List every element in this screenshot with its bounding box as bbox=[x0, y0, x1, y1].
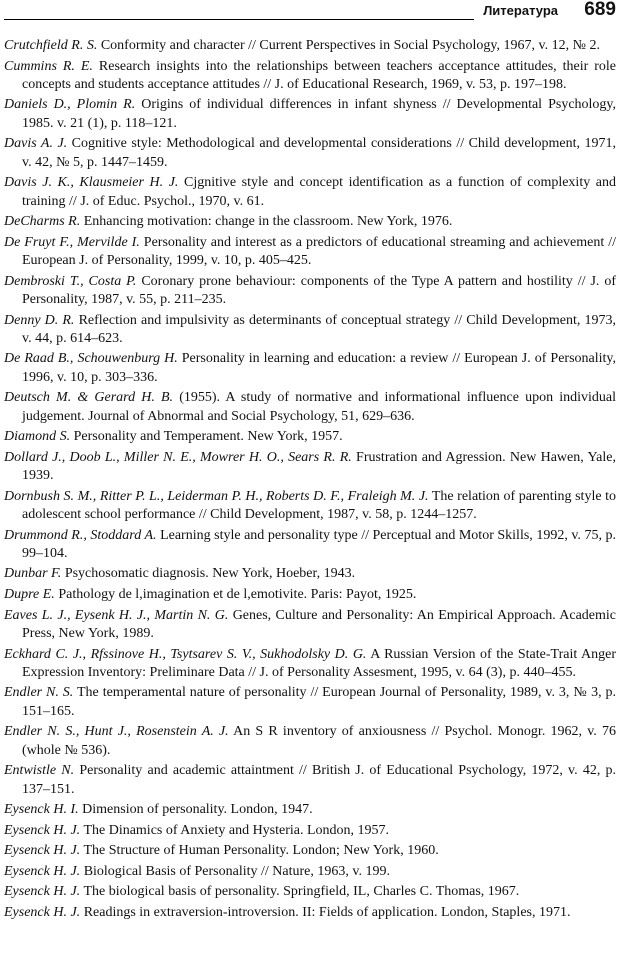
section-title: Литература bbox=[483, 3, 558, 18]
reference-text: Pathology de l,imagination et de l,emotivite. Paris: Payot, 1925. bbox=[58, 587, 417, 603]
reference-text: Reflection and impulsivity as determinants of conceptual strategy // Child Development, 1973, v. 44, p. 614–623. bbox=[22, 312, 617, 346]
reference-authors: Deutsch M. & Gerard H. B. bbox=[4, 390, 174, 406]
reference-authors: Eysenck H. J. bbox=[4, 884, 81, 900]
reference-authors: Eysenck H. J. bbox=[4, 905, 81, 921]
reference-entry bbox=[4, 389, 616, 426]
reference-authors: Eaves L. J., Eysenk H. J., Martin N. G. bbox=[4, 607, 229, 623]
reference-authors: Dollard J., Doob L., Miller N. E., Mowrer H. O., Sears R. R. bbox=[4, 449, 352, 465]
reference-text: An S R inventory of anxiousness // Psychol. Monogr. 1962, v. 76 (whole № 536). bbox=[22, 724, 616, 758]
reference-text: The temperamental nature of personality // European Journal of Personality, 1989, v. 3, № 3, p. 151–165. bbox=[22, 685, 617, 719]
reference-authors: Endler N. S., Hunt J., Rosenstein A. J. bbox=[4, 724, 229, 740]
reference-entry bbox=[4, 488, 616, 525]
reference-entry bbox=[4, 842, 616, 860]
reference-entry bbox=[4, 234, 616, 271]
reference-entry bbox=[4, 350, 616, 387]
reference-entry bbox=[4, 863, 616, 881]
reference-authors: DeCharms R. bbox=[4, 214, 81, 230]
reference-text: The Structure of Human Personality. London; New York, 1960. bbox=[83, 843, 439, 859]
reference-authors: Cummins R. E. bbox=[4, 58, 93, 74]
reference-authors: Dornbush S. M., Ritter P. L., Leiderman P. H., Roberts D. F., Fraleigh M. J. bbox=[4, 488, 429, 504]
header-rule bbox=[4, 19, 474, 20]
reference-authors: Davis J. K., Klausmeier H. J. bbox=[4, 175, 179, 191]
reference-entry bbox=[4, 684, 616, 721]
reference-authors: Endler N. S. bbox=[4, 685, 74, 701]
reference-authors: Drummond R., Stoddard A. bbox=[4, 527, 157, 543]
reference-entry bbox=[4, 586, 616, 604]
page-number: 689 bbox=[584, 0, 616, 20]
reference-entry bbox=[4, 646, 616, 683]
reference-authors: Diamond S. bbox=[4, 429, 71, 445]
reference-text: Enhancing motivation: change in the classroom. New York, 1976. bbox=[83, 214, 453, 230]
reference-entry bbox=[4, 762, 616, 799]
reference-authors: Eysenck H. J. bbox=[4, 843, 81, 859]
reference-authors: Eysenck H. J. bbox=[4, 822, 81, 838]
reference-authors: Davis A. J. bbox=[4, 136, 68, 152]
reference-entry bbox=[4, 801, 616, 819]
reference-entry bbox=[4, 428, 616, 446]
reference-entry bbox=[4, 96, 616, 133]
reference-entry bbox=[4, 273, 616, 310]
reference-text: Conformity and character // Current Perspectives in Social Psychology, 1967, v. 12, № 2. bbox=[100, 38, 600, 53]
reference-authors: Denny D. R. bbox=[4, 312, 75, 328]
reference-authors: Dunbar F. bbox=[4, 566, 62, 582]
reference-text: The Dinamics of Anxiety and Hysteria. London, 1957. bbox=[83, 822, 390, 838]
reference-entry bbox=[4, 527, 616, 564]
reference-text: (1955). A study of normative and informational influence upon individual judgement. Journal of Abnormal and Social Psychology, 51, 629–636. bbox=[22, 390, 617, 424]
running-header bbox=[0, 0, 620, 26]
reference-entry bbox=[4, 174, 616, 211]
reference-entry bbox=[4, 37, 616, 55]
reference-authors: De Fruyt F., Mervilde I. bbox=[4, 234, 140, 250]
reference-text: Origins of individual differences in infant shyness // Developmental Psychology, 1985. v. 21 (1), p. 118–121. bbox=[22, 97, 617, 131]
reference-entry bbox=[4, 213, 616, 231]
reference-authors: Dembroski T., Costa P. bbox=[4, 273, 137, 289]
reference-text: Learning style and personality type // Perceptual and Motor Skills, 1992, v. 75, p. 99–104. bbox=[22, 527, 616, 561]
reference-text: Research insights into the relationships between teachers acceptance attitudes, their role concepts and students acceptance attitudes // J. of Educational Research, 1969, v. 53, p. 197–198. bbox=[22, 58, 617, 92]
reference-entry bbox=[4, 822, 616, 840]
reference-text: Cognitive style: Methodological and developmental considerations // Child development, 1971, v. 42, № 5, p. 1447–1459. bbox=[22, 136, 617, 170]
reference-text: Personality in learning and education: a review // European J. of Personality, 1996, v. 10, p. 303–336. bbox=[22, 351, 617, 385]
reference-entry bbox=[4, 607, 616, 644]
reference-text: A Russian Version of the State-Trait Anger Expression Inventory: Preliminare Data // J. of Personality Assesment, 1995, v. 64 (3), p. 440–455. bbox=[22, 646, 617, 680]
reference-text: Personality and Temperament. New York, 1957. bbox=[73, 429, 343, 445]
reference-authors: De Raad B., Schouwenburg H. bbox=[4, 351, 178, 367]
reference-text: Frustration and Agression. New Hawen, Yale, 1939. bbox=[22, 449, 617, 484]
reference-text: Biological Basis of Personality // Nature, 1963, v. 199. bbox=[83, 863, 390, 879]
reference-entry bbox=[4, 723, 616, 760]
reference-text: Psychosomatic diagnosis. New York, Hoeber, 1943. bbox=[64, 566, 356, 582]
reference-entry bbox=[4, 883, 616, 901]
reference-text: The biological basis of personality. Springfield, IL, Charles C. Thomas, 1967. bbox=[83, 884, 520, 900]
reference-text: Genes, Culture and Personality: An Empirical Approach. Academic Press, New York, 1989. bbox=[22, 607, 616, 641]
reference-authors: Eysenck H. J. bbox=[4, 863, 81, 879]
reference-authors: Entwistle N. bbox=[4, 763, 75, 779]
reference-authors: Dupre E. bbox=[4, 587, 55, 603]
reference-entry bbox=[4, 135, 616, 172]
reference-text: Readings in extraversion-introversion. II: Fields of application. London, Staples, 1971. bbox=[83, 905, 571, 921]
reference-entry bbox=[4, 312, 616, 349]
reference-text: Personality and interest as a predictors of educational streaming and achievement // European J. of Personality, 1999, v. 10, p. 405–425. bbox=[22, 234, 616, 269]
reference-entry bbox=[4, 58, 616, 95]
reference-authors: Eckhard C. J., Rfssinove H., Tsytsarev S. V., Sukhodolsky D. G. bbox=[4, 646, 367, 662]
reference-list bbox=[4, 37, 616, 925]
reference-authors: Crutchfield R. S. bbox=[4, 38, 98, 53]
reference-text: The relation of parenting style to adolescent school performance // Child Development, 1987, v. 58, p. 1244–1257. bbox=[22, 488, 616, 522]
reference-entry bbox=[4, 449, 616, 486]
reference-text: Personality and academic attaintment // British J. of Educational Psychology, 1972, v. 42, p. 137–151. bbox=[22, 763, 616, 797]
reference-authors: Daniels D., Plomin R. bbox=[4, 97, 136, 113]
reference-text: Coronary prone behaviour: components of the Type A pattern and hostility // J. of Personality, 1987, v. 55, p. 211–235. bbox=[22, 273, 616, 307]
reference-text: Cjgnitive style and concept identification as a function of complexity and training // J. of Educ. Psychol., 1970, v. 61. bbox=[22, 175, 616, 209]
reference-text: Dimension of personality. London, 1947. bbox=[82, 802, 313, 818]
reference-entry bbox=[4, 565, 616, 583]
reference-entry bbox=[4, 904, 616, 922]
reference-authors: Eysenck H. I. bbox=[4, 802, 79, 818]
